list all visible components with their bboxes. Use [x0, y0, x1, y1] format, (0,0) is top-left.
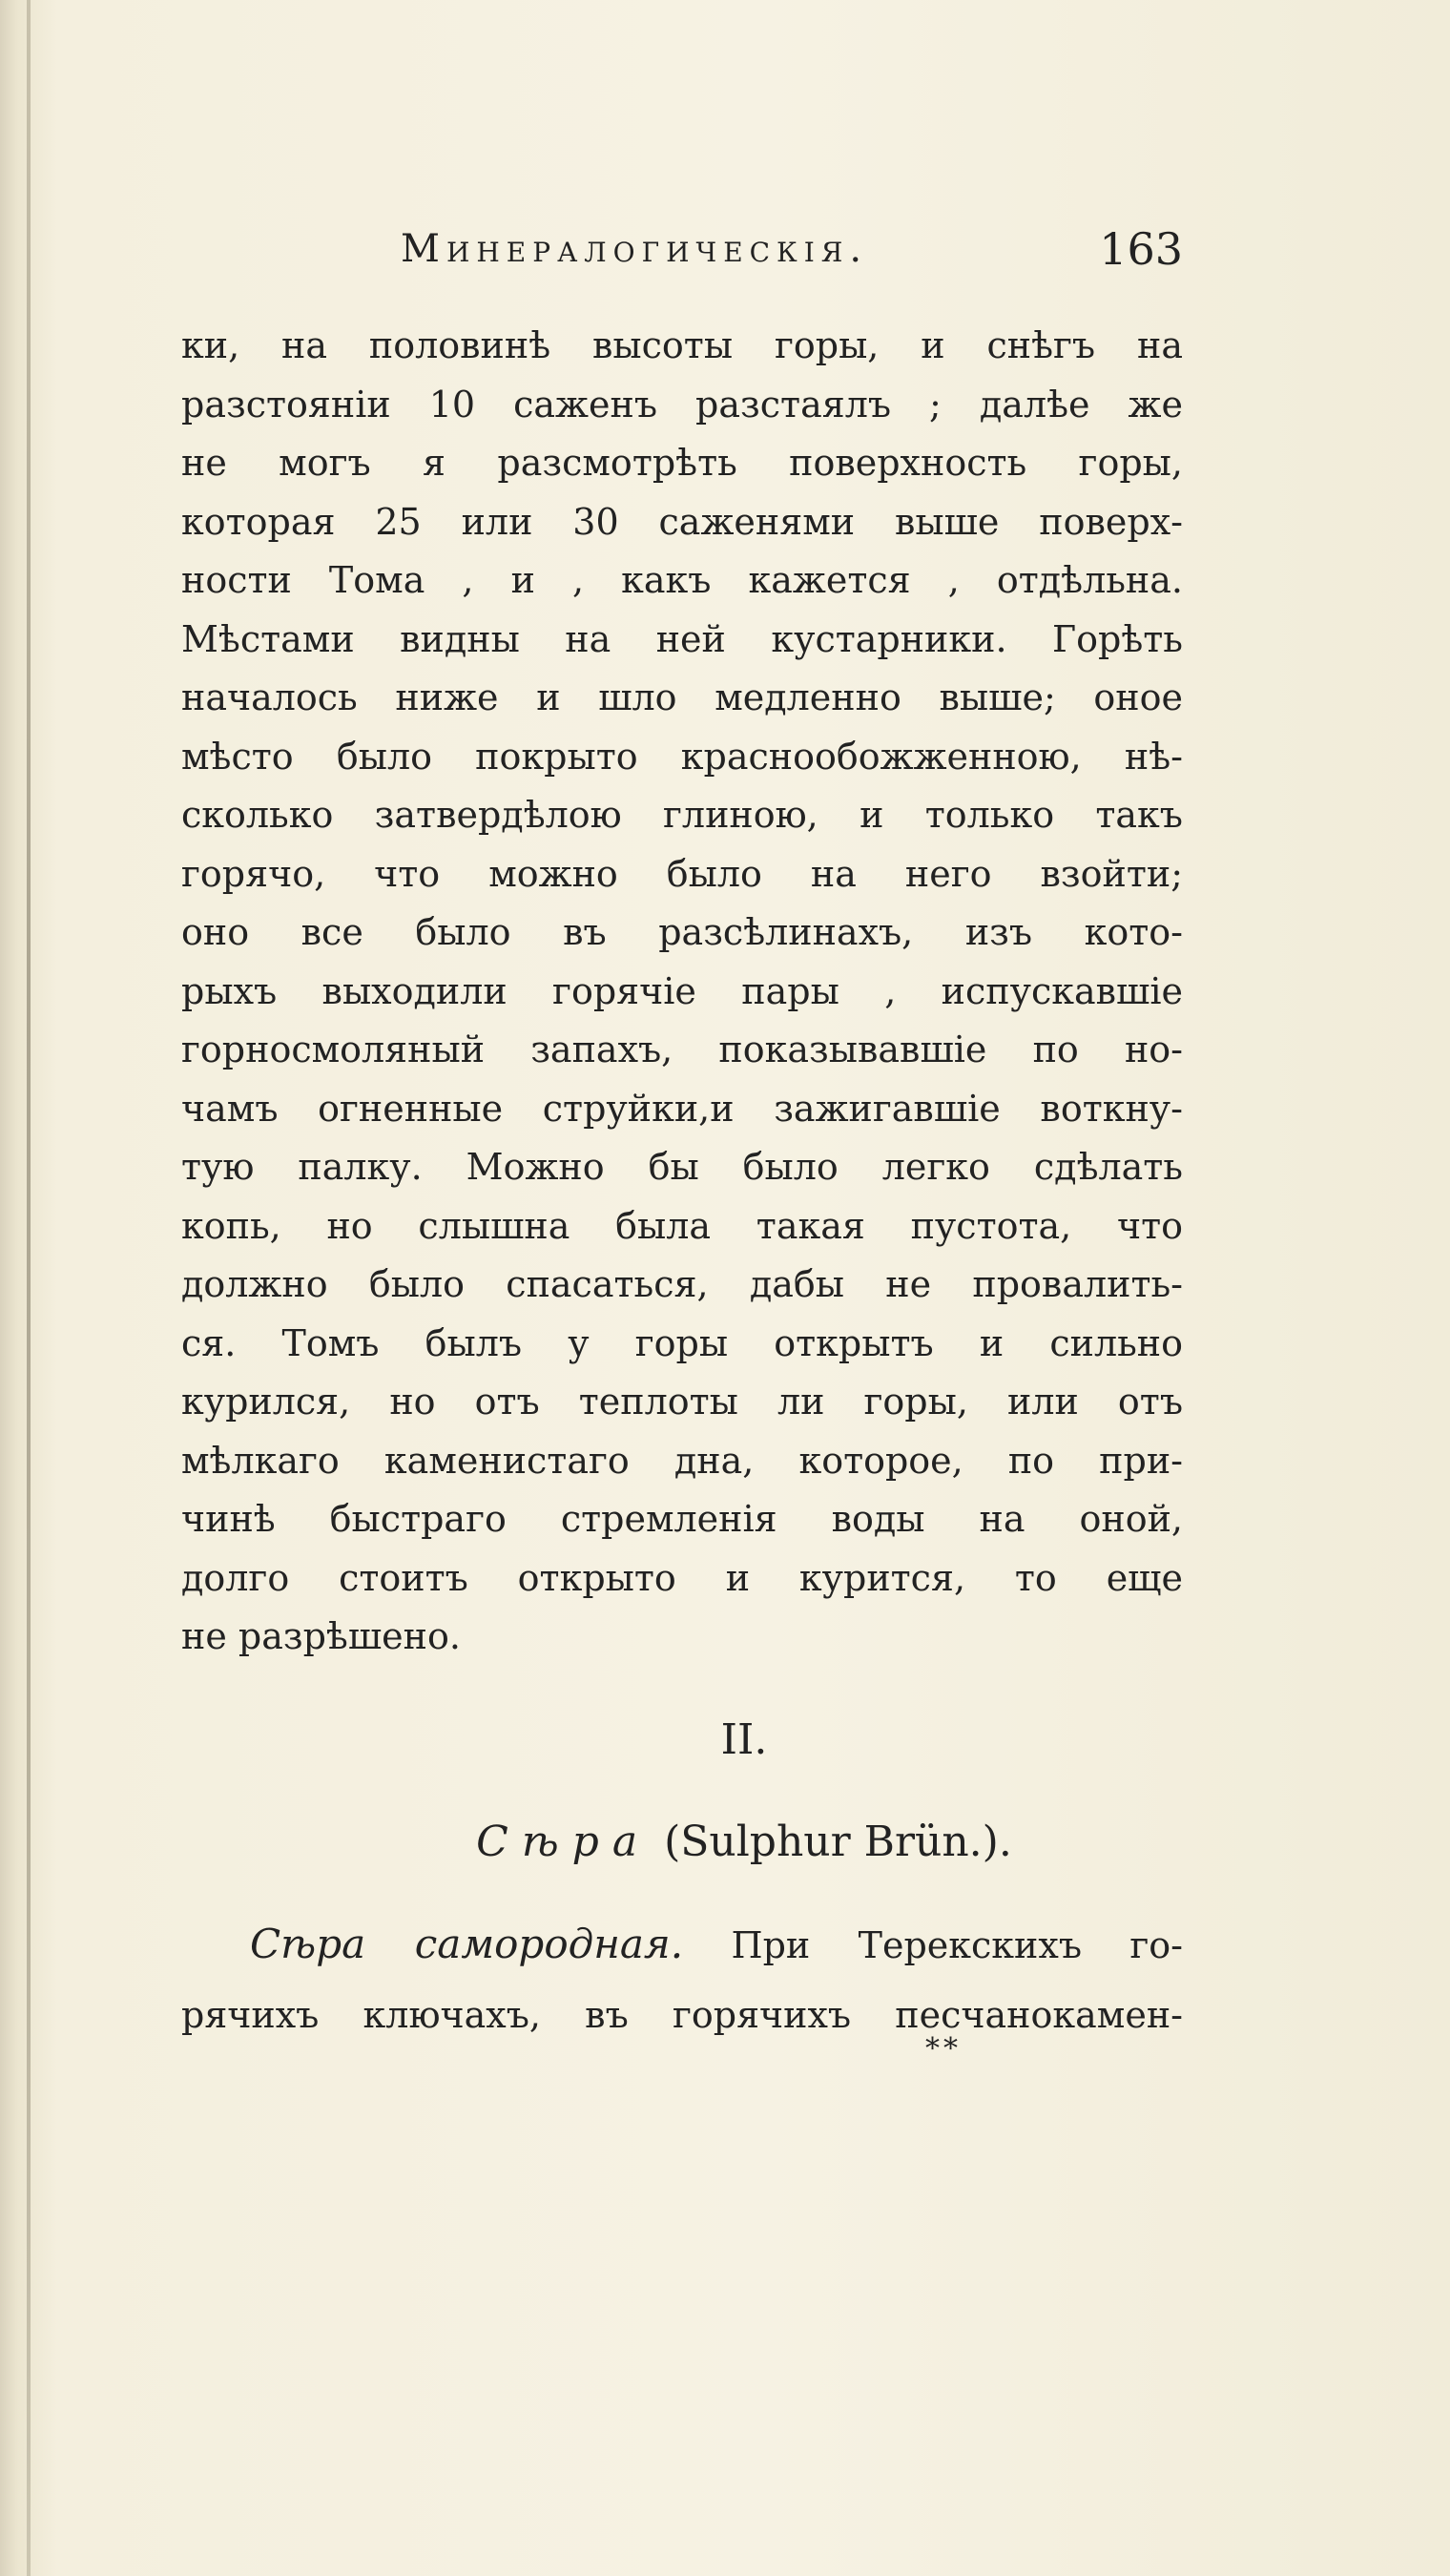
- second-paragraph: [181, 1908, 1183, 2051]
- text-line: рыхъ выходили горячіе пары , испускавшіе: [181, 969, 1183, 1012]
- page-gutter: [27, 0, 31, 2576]
- text-line: [181, 1908, 1183, 1980]
- text-line: ки, на половинѣ высоты горы, и снѣгъ на: [181, 324, 1183, 366]
- text-line: не могъ я разсмотрѣть поверхность горы,: [181, 442, 1183, 484]
- text-line: ся. Томъ былъ у горы открытъ и сильно: [181, 1321, 1183, 1364]
- text-line: мѣсто было покрыто краснообожженною, нѣ-: [181, 735, 1183, 778]
- text-line: началось ниже и шло медленно выше; оное: [181, 676, 1183, 718]
- text-line: должно было спасаться, дабы не провалить-: [181, 1263, 1183, 1305]
- text-line: мѣлкаго каменистаго дна, которое, по при-: [181, 1439, 1183, 1482]
- section-title-latin: (Sulphur Brün.).: [664, 1818, 1012, 1866]
- line-continuation: При Терекскихъ го-: [731, 1924, 1183, 1966]
- text-line: курился, но отъ теплоты ли горы, или отъ: [181, 1381, 1183, 1423]
- text-line: горносмоляный запахъ, показывавшіе по но-: [181, 1028, 1183, 1070]
- section-number: II.: [720, 1715, 768, 1764]
- text-line: которая 25 или 30 саженями выше поверх-: [181, 500, 1183, 543]
- section-title-russian: Сѣра: [476, 1818, 652, 1866]
- text-line: чамъ огненные струйки,и зажигавшіе воткну-: [181, 1087, 1183, 1130]
- text-line: не разрѣшено.: [181, 1615, 461, 1657]
- page-number: 163: [1099, 223, 1183, 275]
- text-line: разстояніи 10 саженъ разстаялъ ; далѣе же: [181, 383, 1183, 426]
- text-line: ности Тома , и , какъ кажется , отдѣльна.: [181, 559, 1183, 601]
- text-line: оно все было въ разсѣлинахъ, изъ кото-: [181, 911, 1183, 953]
- text-line: долго стоитъ открыто и курится, то еще: [181, 1556, 1183, 1599]
- text-line: чинѣ быстраго стремленія воды на оной,: [181, 1498, 1183, 1540]
- page-header: [401, 223, 1183, 284]
- body-paragraph: [181, 317, 1183, 1667]
- text-line: Мѣстами видны на ней кустарники. Горѣть: [181, 617, 1183, 660]
- text-line: тую палку. Можно бы было легко сдѣлать: [181, 1146, 1183, 1188]
- italic-term: Сѣра самородная.: [250, 1921, 684, 1967]
- text-line: копь, но слышна была такая пустота, что: [181, 1204, 1183, 1247]
- section-title: [0, 1818, 1450, 1866]
- text-line: рячихъ ключахъ, въ горячихъ песчанокамен-: [181, 1994, 1183, 2036]
- text-line: сколько затвердѣлою глиною, и только такъ: [181, 794, 1183, 836]
- text-line: горячо, что можно было на него взойти;: [181, 852, 1183, 895]
- running-title: Минералогическія.: [401, 227, 869, 271]
- signature-mark: **: [925, 2032, 962, 2066]
